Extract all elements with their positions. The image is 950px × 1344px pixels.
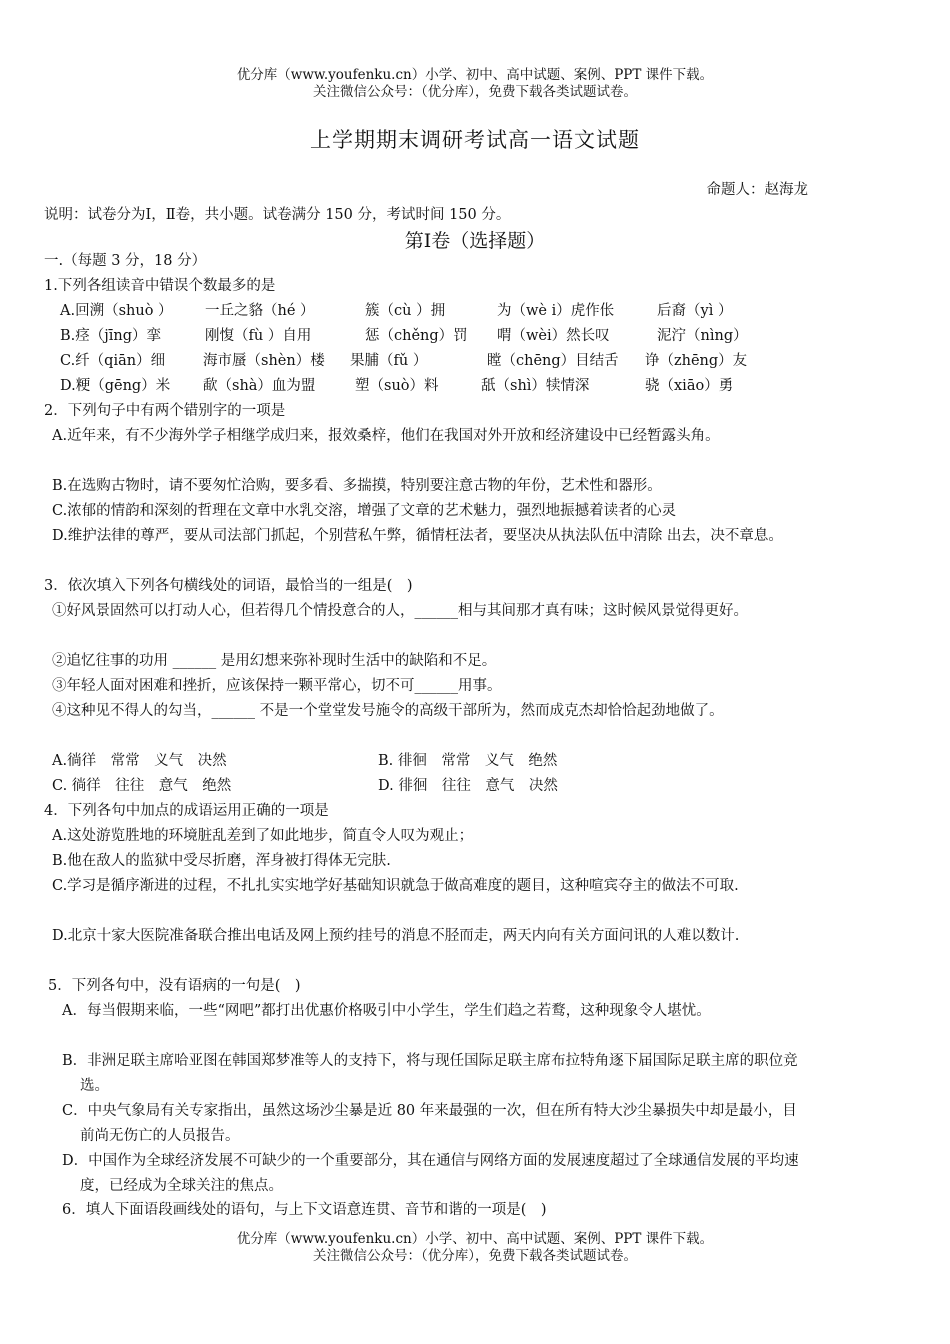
q1-a-1: A.回溯（shuò ） — [60, 303, 173, 319]
exam-title: 上学期期末调研考试高一语文试题 — [310, 128, 640, 152]
footer-line-1: 优分库（www.youfenku.cn）小学、初中、高中试题、案例、PPT 课件下载。 — [236, 1231, 714, 1247]
q2-option-d: D.维护法律的尊严，要从司法部门抓起，个别营私午弊，循情枉法者，要坚决从执法队伍中清除 出去，决不章息。 — [52, 528, 783, 544]
part-heading: 一.（每题 3 分，18 分） — [44, 253, 207, 269]
question-3-stem: 3．依次填入下列各句横线处的词语，最恰当的一组是( ) — [44, 578, 413, 594]
q1-c-3: 果脯（fǔ ） — [350, 353, 428, 369]
q1-d-2: 歃（shà）血为盟 — [203, 378, 316, 394]
q2-option-a: A.近年来，有不少海外学子相继学成归来，报效桑梓，他们在我国对外开放和经济建设中已经暂露头角。 — [52, 428, 720, 444]
q1-d-3: 塑（suò）料 — [355, 378, 439, 394]
q3-option-c: C. 徜徉 往往 意气 绝然 — [52, 778, 232, 794]
q1-b-1: B.痉（jīng）挛 — [60, 328, 162, 344]
q3-sentence-4: ④这种见不得人的勾当，______ 不是一个堂堂发号施令的高级干部所为，然而成克杰却恰恰起劲地做了。 — [52, 703, 724, 719]
q5-option-b: B．非洲足联主席哈亚图在韩国郑梦准等人的支持下，将与现任国际足联主席布拉特角逐下届国际足联主席的职位竞选。 — [62, 1053, 798, 1094]
footer-line-2: 关注微信公众号：（优分库），免费下载各类试题试卷。 — [313, 1248, 637, 1264]
q1-b-4: 喟（wèi）然长叹 — [497, 328, 610, 344]
q3-sentence-1: ①好风景固然可以打动人心，但若得几个情投意合的人，______相与其间那才真有味；这时候风景觉得更好。 — [52, 603, 748, 619]
q3-sentence-2: ②追忆往事的功用 ______ 是用幻想来弥补现时生活中的缺陷和不足。 — [52, 653, 497, 669]
q1-c-1: C.纤（qiān）细 — [60, 353, 166, 369]
q3-option-d: D. 徘徊 往往 意气 决然 — [378, 778, 558, 794]
q1-b-5: 泥泞（nìng） — [657, 328, 748, 344]
q2-option-c: C.浓郁的情韵和深刻的哲理在文章中水乳交溶，增强了文章的艺术魅力，强烈地振撼着读者的心灵 — [52, 503, 677, 519]
question-6-stem: 6．填人下面语段画线处的语句，与上下文语意连贯、音节和谐的一项是( ) — [62, 1202, 547, 1218]
exam-author: 命题人：赵海龙 — [706, 182, 808, 198]
question-5-stem: 5．下列各句中，没有语病的一句是( ) — [48, 978, 301, 994]
q1-d-1: D.粳（gēng）米 — [60, 378, 171, 394]
question-4-stem: 4．下列各句中加点的成语运用正确的一项是 — [44, 803, 329, 819]
q1-c-4: 瞠（chēng）目结舌 — [487, 353, 619, 369]
site-header-bottom — [0, 1231, 950, 1265]
q1-d-5: 骁（xiāo）勇 — [645, 378, 734, 394]
q5-option-c: C．中央气象局有关专家指出，虽然这场沙尘暴是近 80 年来最强的一次，但在所有特大沙尘暴损失中却是最小，目前尚无伤亡的人员报告。 — [62, 1103, 797, 1144]
section-title: 第Ⅰ卷（选择题） — [404, 230, 546, 252]
q4-option-a: A.这处游览胜地的环境脏乱差到了如此地步，简直令人叹为观止； — [52, 828, 474, 844]
q1-a-2: 一丘之貉（hé ） — [205, 303, 315, 319]
exam-instructions: 说明：试卷分为Ⅰ，Ⅱ卷，共小题。试卷满分 150 分，考试时间 150 分。 — [44, 207, 511, 223]
q3-option-b: B. 徘徊 常常 义气 绝然 — [378, 753, 558, 769]
q3-sentence-3: ③年轻人面对困难和挫折，应该保持一颗平常心，切不可______用事。 — [52, 678, 502, 694]
question-2-stem: 2．下列句子中有两个错别字的一项是 — [44, 403, 286, 419]
q1-a-5: 后裔（yì ） — [657, 303, 733, 319]
q1-b-3: 惩（chěng）罚 — [365, 328, 468, 344]
q5-option-d: D．中国作为全球经济发展不可缺少的一个重要部分，其在通信与网络方面的发展速度超过了全球通信发展的平均速度，已经成为全球关注的焦点。 — [62, 1153, 799, 1194]
q4-option-b: B.他在敌人的监狱中受尽折磨，浑身被打得体无完肤. — [52, 853, 391, 869]
header-line-1: 优分库（www.youfenku.cn）小学、初中、高中试题、案例、PPT 课件下载。 — [236, 67, 714, 83]
header-line-2: 关注微信公众号：（优分库），免费下载各类试题试卷。 — [313, 84, 637, 100]
q5-option-a: A．每当假期来临，一些“网吧”都打出优惠价格吸引中小学生，学生们趋之若鹜，这种现象令人堪忧。 — [62, 1003, 711, 1019]
q4-option-c: C.学习是循序渐进的过程，不扎扎实实地学好基础知识就急于做高难度的题目，这种喧宾夺主的做法不可取. — [52, 878, 739, 894]
q1-c-2: 海市蜃（shèn）楼 — [203, 353, 325, 369]
q1-d-4: 舐（shì）犊情深 — [481, 378, 590, 394]
question-1-stem: 1.下列各组读音中错误个数最多的是 — [44, 278, 276, 294]
q1-a-4: 为（wè i）虎作伥 — [497, 303, 615, 319]
q2-option-b: B.在选购古物时，请不要匆忙洽购，要多看、多揣摸，特别要注意古物的年份，艺术性和器形。 — [52, 478, 662, 494]
q1-c-5: 诤（zhēng）友 — [645, 353, 748, 369]
site-header-top — [0, 67, 950, 101]
q3-option-a: A.徜徉 常常 义气 决然 — [52, 753, 227, 769]
q1-a-3: 簇（cù ）拥 — [365, 303, 446, 319]
q1-b-2: 刚愎（fù ）自用 — [205, 328, 312, 344]
q4-option-d: D.北京十家大医院准备联合推出电话及网上预约挂号的消息不胫而走，两天内向有关方面问讯的人难以数计. — [52, 928, 740, 944]
